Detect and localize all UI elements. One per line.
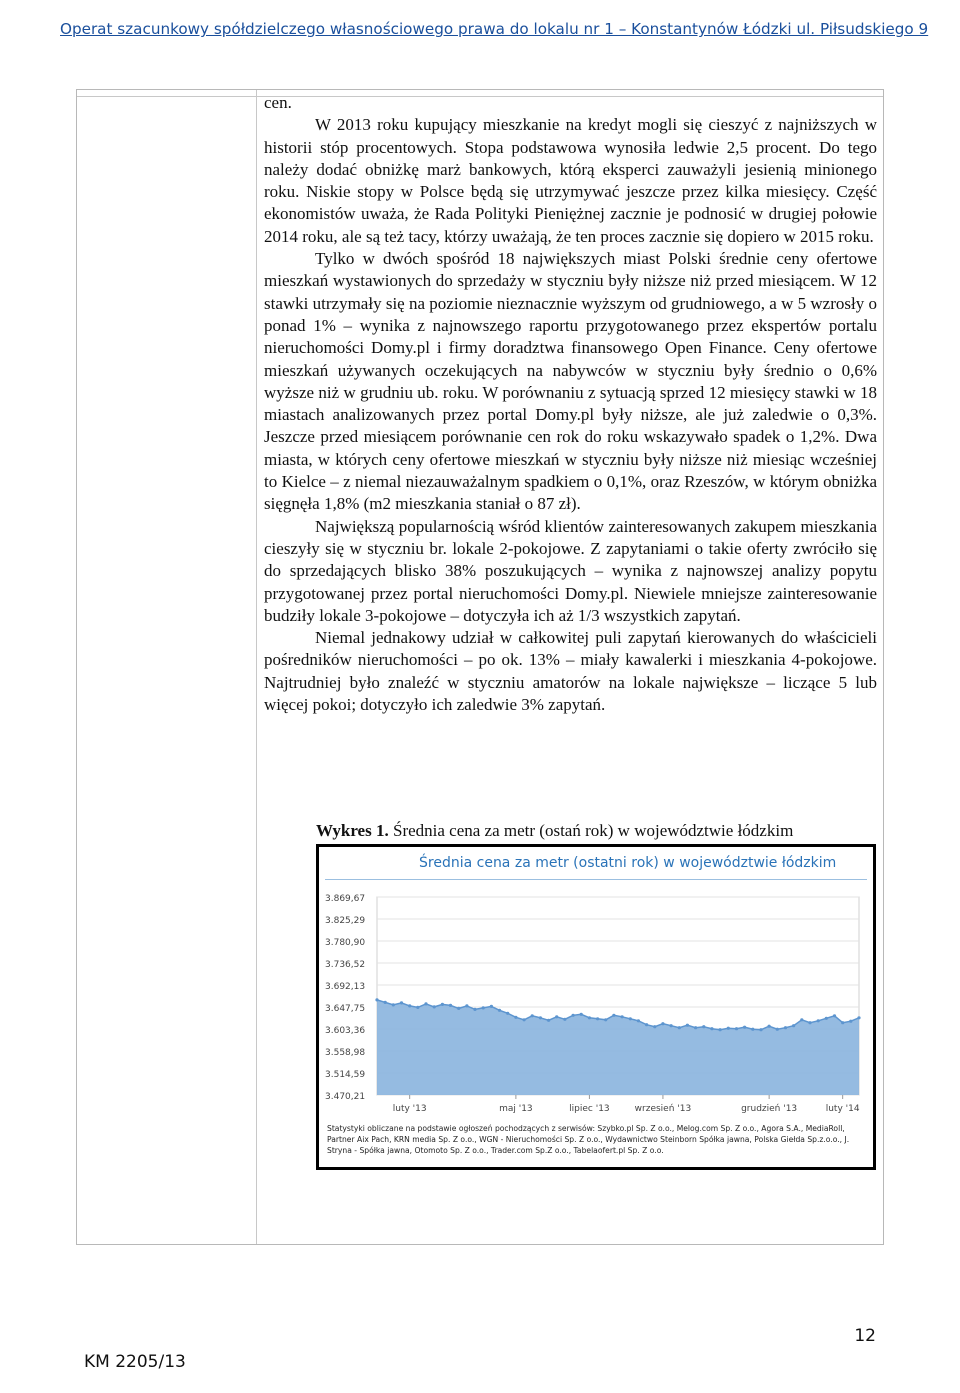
y-tick-label: 3.825,29 (325, 916, 366, 926)
y-tick-label: 3.514,59 (325, 1070, 366, 1080)
data-point (621, 1015, 624, 1018)
data-point (792, 1024, 795, 1027)
paragraph-fragment: cen. (264, 93, 292, 112)
data-point (400, 1001, 403, 1004)
frame-left-column (77, 90, 257, 1244)
data-point (441, 1003, 444, 1006)
chart-container (316, 844, 876, 1170)
data-point (498, 1009, 501, 1012)
x-tick-label: lipiec '13 (569, 1104, 610, 1114)
data-point (768, 1025, 771, 1028)
chart-source-note: Statystyki obliczane na podstawie ogłoszeń pochodzących z serwisów: Szybko.pl Sp. Z o.o., Melog.com Sp. Z o.o., Agora S.A., MediaRoll, Partner Aix Pach, KRN media Sp. Z o.o., WGN - Nieruchomości Sp. Z o.o., Wydawnictwo Steinborn Spółka jawna, Polska Giełda Sp.z.o.o., J. Stryna - Spółka jawna, Otomoto Sp. Z o.o., Trader.com Sp.Z o.o., Tabelaofert.pl Sp. Z o.o. (327, 1124, 850, 1155)
data-point (563, 1018, 566, 1021)
data-point (375, 998, 378, 1001)
data-point (531, 1014, 534, 1017)
data-point (841, 1021, 844, 1024)
y-tick-label: 3.647,75 (325, 1004, 366, 1014)
data-point (735, 1027, 738, 1030)
data-point (384, 1001, 387, 1004)
data-point (751, 1028, 754, 1031)
paragraph-offer-prices: Tylko w dwóch spośród 18 największych miast Polski średnie ceny ofertowe mieszkań wystawionych do sprzedaży w styczniu były niższe niż przed miesiącem. W 12 stawki utrzymały się na poziomie nieznacznie wyższym od grudniowego, a w 5 wzrosły o ponad 1% – wynika z najnowszego raportu przygotowanego przez ekspertów portalu nieruchomości Domy.pl i firmy doradztwa finansowego Open Finance. Ceny ofertowe mieszkań używanych oczekujących na nabywców w styczniu były średnio o 0,6% wyższe niż w grudniu ub. roku. W porównaniu z sytuacją sprzed 12 miesięcy stawki w 18 miastach analizowanych przez portal Domy.pl były niższe, ale już zaledwie o 0,3%. Jeszcze przed miesiącem porównanie cen rok do roku wskazywało spadek o 1,2%. Dwa miasta, w których ceny ofertowe mieszkań w styczniu były niższe niż miesiąc wcześniej to Kielce – z niemal niezauważalnym spadkiem o 0,1%, oraz Rzeszów, w którym obniżka sięgnęła 1,8% (m2 mieszkania staniał o 87 zł). (264, 249, 877, 514)
data-point (653, 1025, 656, 1028)
paragraph-popularity: Największą popularnością wśród klientów zainteresowanych zakupem mieszkania cieszyły się w styczniu br. lokale 2-pokojowe. Z zapytaniami o takie oferty zwróciło się do sprzedających blisko 38% poszukujących – wynika z najnowszej analizy popytu przygotowanej przez portal nieruchomości Domy.pl. Niewiele mniejsze zainteresowanie budziły lokale 3-pokojowe – dotyczyła ich aż 1/3 wszystkich zapytań. (264, 516, 877, 625)
x-tick-label: luty '13 (392, 1104, 427, 1114)
price-area-chart (319, 883, 873, 1119)
data-point (833, 1014, 836, 1017)
data-point (596, 1017, 599, 1020)
data-point (408, 1004, 411, 1007)
paragraph-share: Niemal jednakowy udział w całkowitej puli zapytań kierowanych do właścicieli pośredników nieruchomości – po ok. 13% – miały kawalerki i mieszkania 4-pokojowe. Najtrudniej było znaleźć w styczniu amatorów na lokale największe – liczące 5 lub więcej pokoi; dotyczyło ich zaledwie 3% zapytań. (264, 628, 877, 715)
data-point (523, 1018, 526, 1021)
paragraph-interest-rates: W 2013 roku kupujący mieszkanie na kredyt mogli się cieszyć z najniższych w historii stóp procentowych. Stopa podstawowa wynosiła ledwie 2,5 procent. Do tego należy dodać obniżkę marż bankowych, którą eksperci zauważyli jesienią minionego roku. Niskie stopy w Polsce będą się utrzymywać jeszcze przez kilka miesięcy. Część ekonomistów uważa, że Rada Polityki Pieniężnej zacznie je podnosić w drugiej połowie 2014 roku, ale są też tacy, którzy uważają, że ten proces zacznie się dopiero w 2015 roku. (264, 115, 877, 246)
data-point (490, 1005, 493, 1008)
data-point (702, 1025, 705, 1028)
data-point (645, 1023, 648, 1026)
data-point (580, 1013, 583, 1016)
data-point (547, 1019, 550, 1022)
data-point (727, 1027, 730, 1030)
data-point (506, 1012, 509, 1015)
data-point (719, 1028, 722, 1031)
data-point (555, 1015, 558, 1018)
data-point (670, 1024, 673, 1027)
data-point (800, 1018, 803, 1021)
document-header: Operat szacunkowy spółdzielczego własnościowego prawa do lokalu nr 1 – Konstantynów Łódzki ul. Piłsudskiego 9 (60, 20, 929, 38)
data-point (465, 1004, 468, 1007)
data-point (849, 1020, 852, 1023)
data-point (433, 1005, 436, 1008)
data-point (759, 1028, 762, 1031)
x-tick-label: grudzień '13 (741, 1104, 798, 1114)
y-tick-label: 3.780,90 (325, 938, 366, 948)
data-point (604, 1018, 607, 1021)
data-point (539, 1016, 542, 1019)
data-point (776, 1028, 779, 1031)
data-point (784, 1026, 787, 1029)
x-tick-label: wrzesień '13 (634, 1104, 692, 1114)
y-tick-label: 3.736,52 (325, 960, 366, 970)
data-point (449, 1004, 452, 1007)
y-tick-label: 3.869,67 (325, 894, 366, 904)
data-point (514, 1016, 517, 1019)
chart-title-rule (325, 879, 867, 880)
data-point (710, 1027, 713, 1030)
data-point (686, 1024, 689, 1027)
x-tick-label: maj '13 (499, 1104, 533, 1114)
data-point (612, 1014, 615, 1017)
data-point (482, 1006, 485, 1009)
data-point (825, 1017, 828, 1020)
data-point (743, 1026, 746, 1029)
y-tick-label: 3.558,98 (325, 1048, 366, 1058)
data-point (473, 1008, 476, 1011)
data-point (588, 1016, 591, 1019)
data-point (416, 1006, 419, 1009)
y-tick-label: 3.692,13 (325, 982, 366, 992)
data-point (857, 1016, 860, 1019)
y-tick-label: 3.470,21 (325, 1092, 366, 1102)
figure-caption-text: Średnia cena za metr (ostań rok) w województwie łódzkim (388, 821, 794, 840)
page-number: 12 (854, 1326, 876, 1346)
data-point (808, 1021, 811, 1024)
document-code: KM 2205/13 (84, 1352, 186, 1372)
data-point (678, 1026, 681, 1029)
figure-caption (316, 820, 876, 842)
data-point (457, 1007, 460, 1010)
body-text (264, 92, 877, 716)
data-point (392, 1003, 395, 1006)
x-tick-label: luty '14 (825, 1104, 860, 1114)
data-point (424, 1002, 427, 1005)
data-point (661, 1022, 664, 1025)
figure-label: Wykres 1. (316, 821, 389, 840)
data-point (637, 1019, 640, 1022)
chart-title: Średnia cena za metr (ostatni rok) w województwie łódzkim (419, 855, 837, 871)
data-point (629, 1017, 632, 1020)
data-point (572, 1014, 575, 1017)
y-tick-label: 3.603,36 (325, 1026, 366, 1036)
data-point (817, 1019, 820, 1022)
data-point (694, 1026, 697, 1029)
